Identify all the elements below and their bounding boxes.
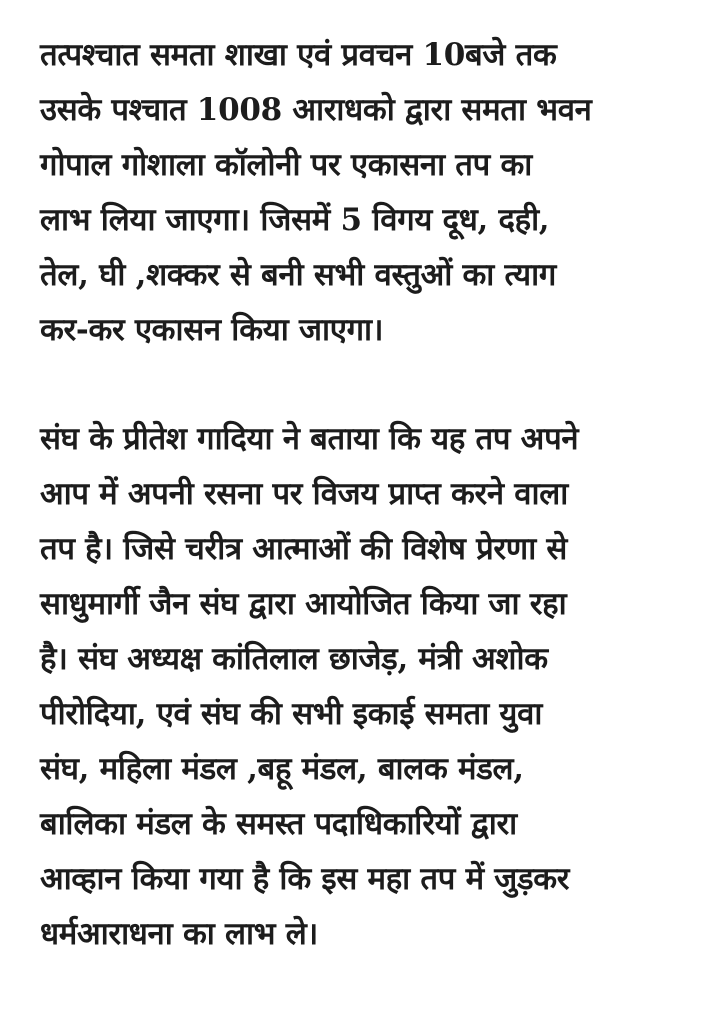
paragraph-line: पीरोदिया, एवं संघ की सभी इकाई समता युवा xyxy=(40,696,543,732)
paragraph-line: आव्हान किया गया है कि इस महा तप में जुड़कर xyxy=(40,861,570,897)
paragraph-line: साधुमार्गी जैन संघ द्वारा आयोजित किया जा रहा xyxy=(40,586,567,622)
paragraph-spacer xyxy=(40,358,700,412)
paragraph-line: कर-कर एकासन किया जाएगा। xyxy=(40,312,384,348)
paragraph-line: गोपाल गोशाला कॉलोनी पर एकासना तप का xyxy=(40,147,533,183)
paragraph-line: लाभ लिया जाएगा। जिसमें 5 विगय दूध, दही, xyxy=(40,202,550,238)
paragraph-line: तप है। जिसे चरीत्र आत्माओं की विशेष प्रेरणा से xyxy=(40,531,568,567)
paragraph-line: उसके पश्चात 1008 आराधको द्वारा समता भवन xyxy=(40,92,592,128)
paragraph-line: आप में अपनी रसना पर विजय प्राप्त करने वाला xyxy=(40,476,568,512)
paragraph-line: तेल, घी ,शक्कर से बनी सभी वस्तुओं का त्याग xyxy=(40,257,557,293)
paragraph-line: संघ के प्रीतेश गादिया ने बताया कि यह तप अपने xyxy=(40,421,579,457)
paragraph-line: तत्पश्चात समता शाखा एवं प्रवचन 10बजे तक xyxy=(40,37,557,73)
paragraph-line: है। संघ अध्यक्ष कांतिलाल छाजेड़, मंत्री अशोक xyxy=(40,641,548,677)
paragraph-line: संघ, महिला मंडल ,बहू मंडल, बालक मंडल, xyxy=(40,751,524,787)
paragraph-line: बालिका मंडल के समस्त पदाधिकारियों द्वारा xyxy=(40,806,517,842)
paragraph-2 xyxy=(40,412,700,962)
paragraph-1 xyxy=(40,28,700,358)
article-body xyxy=(40,28,700,962)
paragraph-line: धर्मआराधना का लाभ ले। xyxy=(40,916,318,952)
